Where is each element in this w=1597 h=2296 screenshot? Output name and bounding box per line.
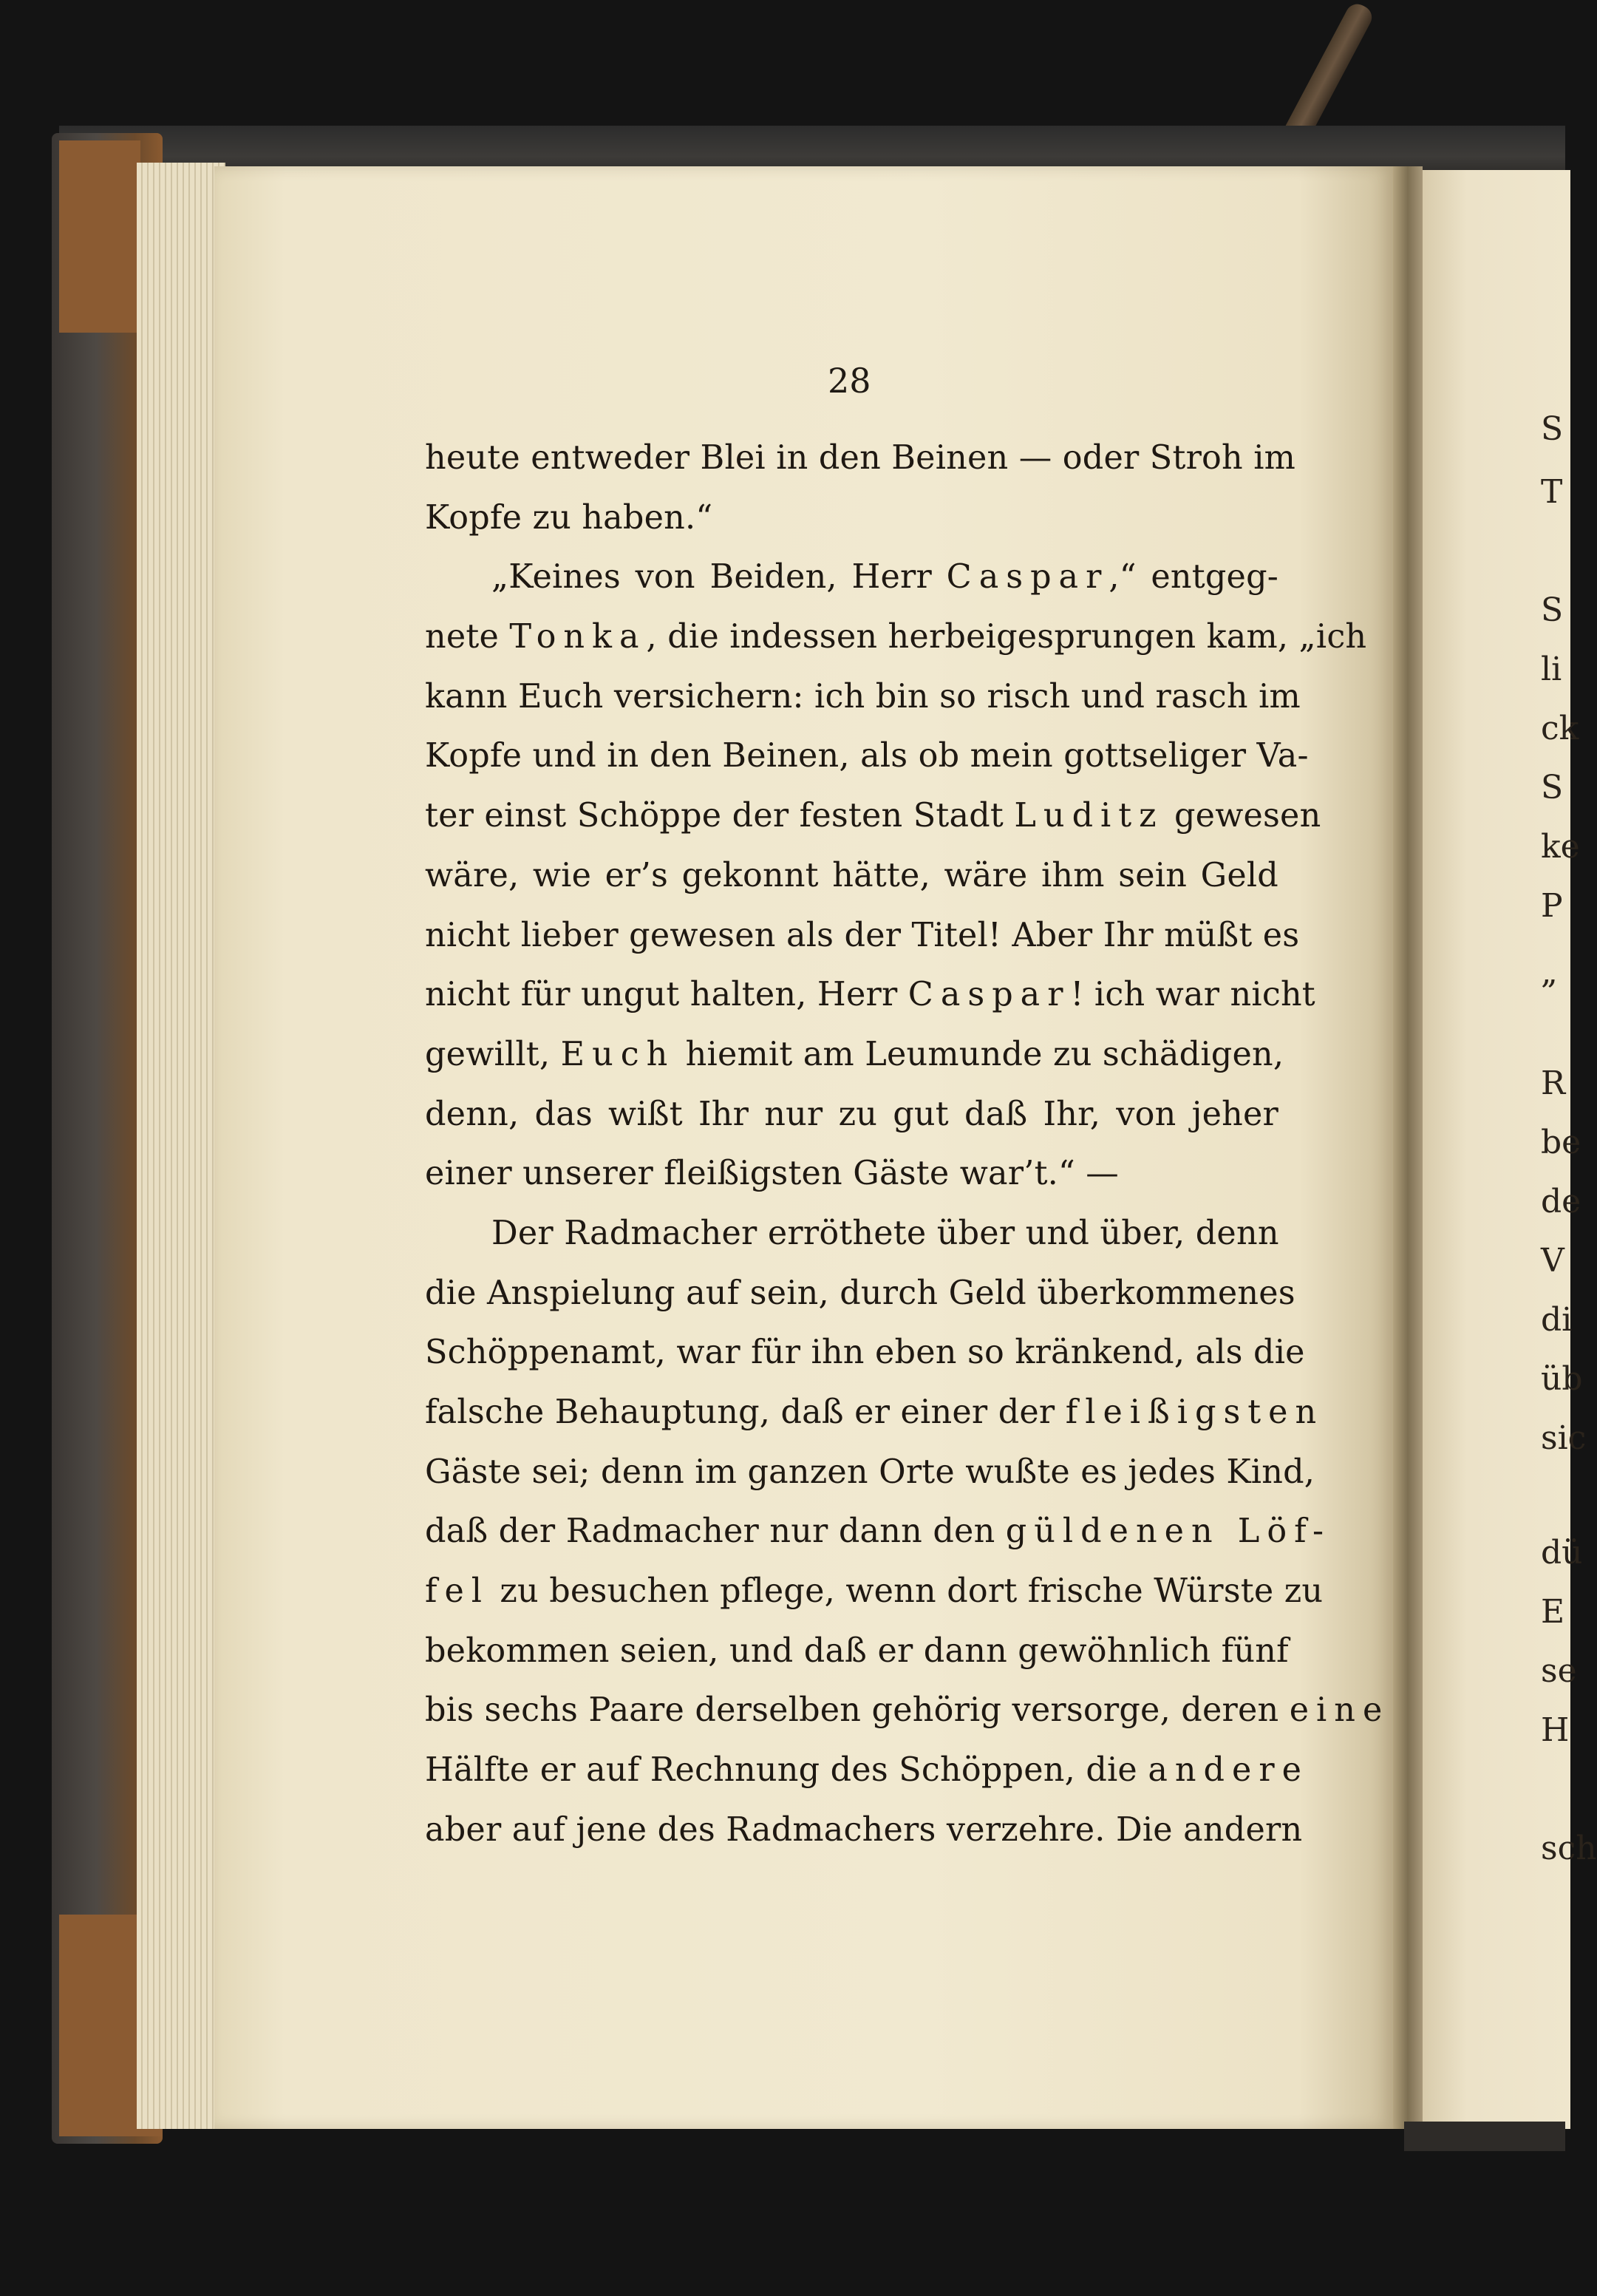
- text-segment: gewillt,: [425, 1035, 561, 1073]
- text-segment: Kopfe und in den Beinen, als ob mein gottseliger Va-: [425, 737, 1309, 775]
- text-line: [425, 1383, 1324, 1443]
- text-line: [425, 1502, 1332, 1562]
- right-page-fragment: dü: [1541, 1534, 1583, 1572]
- text-line: [425, 1323, 1305, 1383]
- text-line: [425, 1025, 1284, 1085]
- text-segment: falsche Behauptung, daß er einer der: [425, 1393, 1066, 1431]
- text-segment: Kopfe zu haben.“: [425, 498, 713, 537]
- text-line: [425, 965, 1315, 1025]
- book-cover-right-bottom: [1404, 2122, 1565, 2151]
- text-line: [425, 1085, 1278, 1145]
- spaced-word: Tonka: [509, 618, 647, 656]
- text-line: [425, 1741, 1309, 1801]
- right-page-fragment: üb: [1541, 1360, 1583, 1398]
- right-page-fragment: V: [1541, 1242, 1564, 1280]
- spaced-word: andere: [1148, 1751, 1309, 1790]
- text-segment: ter einst Schöppe der festen Stadt: [425, 797, 1015, 835]
- right-page-fragment: T: [1541, 473, 1563, 511]
- right-page-fragment: li: [1541, 651, 1562, 688]
- leather-corner-top: [59, 140, 140, 333]
- spaced-word: Luditz: [1014, 797, 1164, 835]
- text-segment: einer unserer fleißigsten Gäste war’t.“ —: [425, 1155, 1120, 1193]
- text-line: [425, 1801, 1303, 1861]
- text-line: [425, 1443, 1315, 1503]
- right-page-fragment: „: [1541, 954, 1558, 991]
- spaced-word: Euch: [560, 1035, 675, 1073]
- text-segment: bis sechs Paare derselben gehörig versorge, deren: [425, 1691, 1290, 1730]
- text-line: [425, 608, 1367, 668]
- text-segment: bekommen seien, und daß er dann gewöhnlich fünf: [425, 1631, 1289, 1670]
- text-segment: nete: [425, 618, 510, 656]
- right-page-fragment: ck: [1541, 710, 1579, 747]
- text-line: [425, 489, 1278, 548]
- right-page-fragment: S: [1541, 410, 1564, 448]
- text-segment: nicht für ungut halten, Herr: [425, 976, 908, 1014]
- text-segment: hiemit am Leumunde zu schädigen,: [675, 1035, 1284, 1073]
- book-gutter: [1393, 166, 1423, 2129]
- spaced-word: Caspar: [908, 976, 1071, 1014]
- text-segment: denn, das wißt Ihr nur zu gut daß Ihr, von jeher: [425, 1095, 1278, 1133]
- spaced-word: eine: [1289, 1691, 1390, 1730]
- spaced-word: fel: [425, 1572, 490, 1611]
- text-line: [425, 787, 1321, 846]
- text-segment: zu besuchen pflege, wenn dort frische Würste zu: [489, 1572, 1324, 1611]
- spaced-word: fleißigsten: [1065, 1393, 1324, 1431]
- page-edges: [137, 163, 225, 2129]
- text-segment: die Anspielung auf sein, durch Geld überkommenes: [425, 1274, 1295, 1312]
- text-segment: Hälfte er auf Rechnung des Schöppen, die: [425, 1751, 1148, 1790]
- spaced-word: güldenen Löf-: [1005, 1512, 1332, 1551]
- text-line: [425, 1264, 1295, 1324]
- right-page-fragment: ke: [1541, 828, 1580, 866]
- text-segment: kann Euch versichern: ich bin so risch und rasch im: [425, 677, 1301, 716]
- right-page-fragment: S: [1541, 769, 1564, 806]
- text-segment: Gäste sei; denn im ganzen Orte wußte es jedes Kind,: [425, 1453, 1315, 1491]
- text-segment: Der Radmacher erröthete über und über, denn: [491, 1214, 1279, 1252]
- text-line: [425, 1144, 1278, 1204]
- right-page-fragment: R: [1541, 1064, 1566, 1102]
- text-line: [425, 429, 1296, 489]
- text-line: [425, 1204, 1278, 1264]
- text-segment: ! ich war nicht: [1070, 976, 1315, 1014]
- right-page-fragment: sch: [1541, 1830, 1597, 1867]
- text-line: [425, 906, 1300, 966]
- right-page-fragment: di: [1541, 1301, 1573, 1339]
- text-segment: aber auf jene des Radmachers verzehre. Die andern: [425, 1810, 1303, 1849]
- body-text: [425, 429, 1390, 1861]
- text-line: [425, 1622, 1289, 1682]
- text-segment: nicht lieber gewesen als der Titel! Aber Ihr müßt es: [425, 916, 1300, 954]
- text-segment: , die indessen herbeigesprungen kam, „ich: [646, 618, 1367, 656]
- text-segment: heute entweder Blei in den Beinen — oder Stroh im: [425, 439, 1296, 477]
- right-page-fragment: H: [1541, 1711, 1570, 1749]
- right-page-fragment: sic: [1541, 1419, 1587, 1457]
- text-segment: gewesen: [1163, 797, 1321, 835]
- page-number: 28: [828, 361, 871, 401]
- text-line: [425, 668, 1301, 727]
- text-line: [425, 548, 1278, 608]
- right-page-fragment: se: [1541, 1652, 1577, 1690]
- text-segment: Schöppenamt, war für ihn eben so kränkend, als die: [425, 1334, 1305, 1372]
- right-page-fragment: be: [1541, 1124, 1581, 1161]
- text-line: [425, 1681, 1390, 1741]
- right-page-fragment: de: [1541, 1183, 1581, 1220]
- text-segment: „Keines von Beiden, Herr: [491, 558, 947, 597]
- text-line: [425, 846, 1278, 906]
- right-page-fragment: E: [1541, 1593, 1565, 1631]
- spaced-word: Caspar: [946, 558, 1109, 597]
- right-page-fragment: S: [1541, 591, 1564, 629]
- right-page-fragment: P: [1541, 887, 1563, 925]
- text-segment: wäre, wie er’s gekonnt hätte, wäre ihm sein Geld: [425, 856, 1278, 894]
- text-line: [425, 727, 1309, 787]
- text-segment: ,“ entgeg-: [1109, 558, 1278, 597]
- text-segment: daß der Radmacher nur dann den: [425, 1512, 1006, 1551]
- text-line: [425, 1562, 1324, 1622]
